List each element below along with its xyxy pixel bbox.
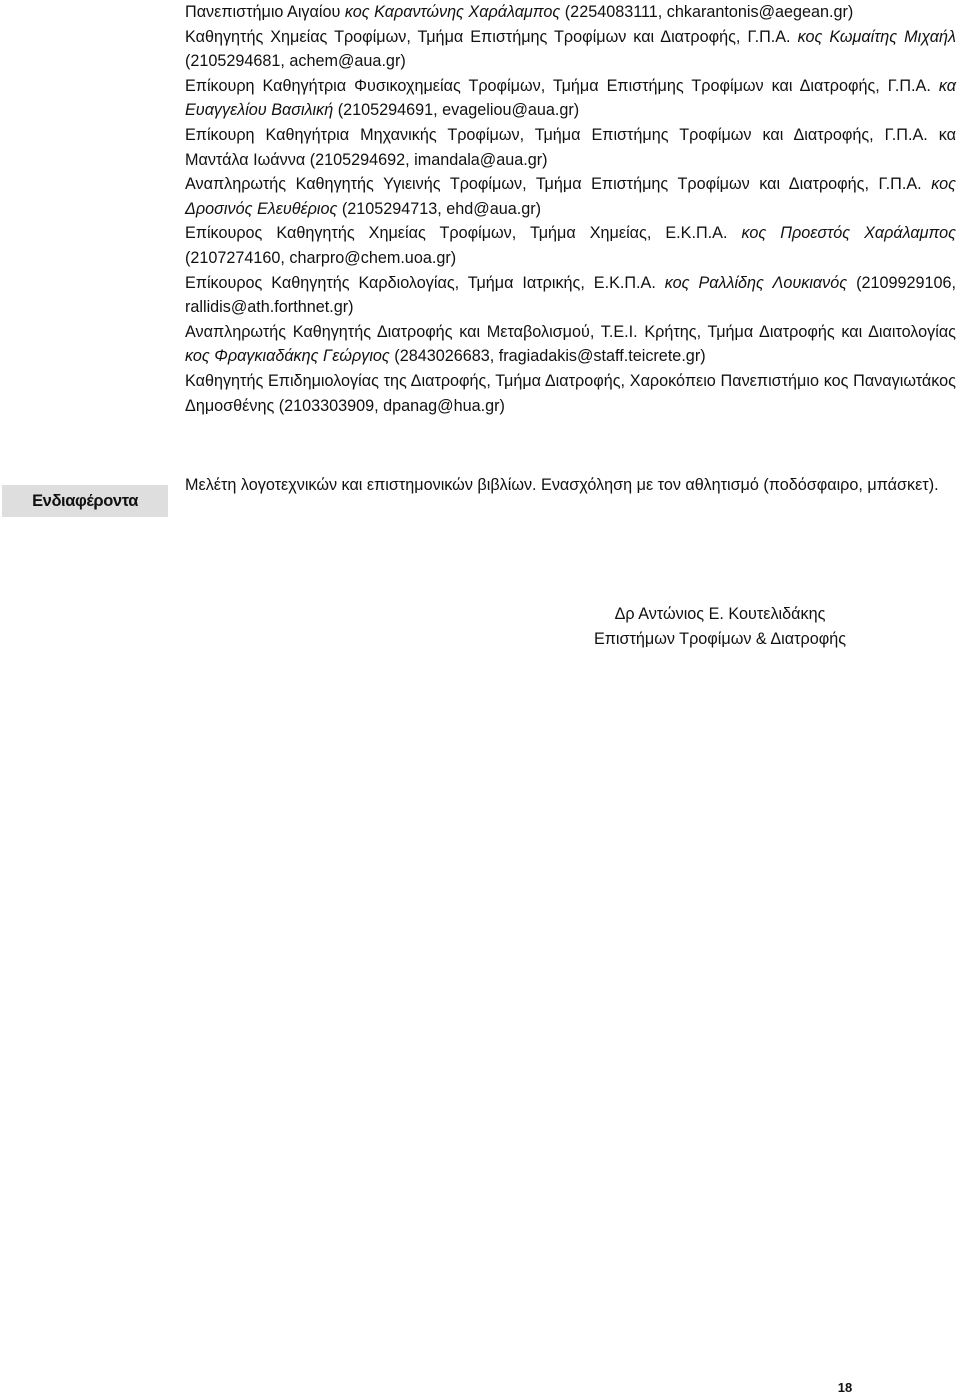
- reference-entry: Επίκουρη Καθηγήτρια Μηχανικής Τροφίμων, Τμήμα Επιστήμης Τροφίμων και Διατροφής, Γ.Π.Α. κα Μαντάλα Ιωάννα (2105294692, imandala@aua.gr): [185, 125, 956, 169]
- references-list: [185, 0, 956, 418]
- reference-entry: Επίκουρος Καθηγητής Χημείας Τροφίμων, Τμήμα Χημείας, Ε.Κ.Π.Α. κος Προεστός Χαράλαμπος (2107274160, charpro@chem.uoa.gr): [185, 224, 956, 267]
- reference-entry: Καθηγητής Χημείας Τροφίμων, Τμήμα Επιστήμης Τροφίμων και Διατροφής, Γ.Π.Α. κος Κωμαίτης Μιχαήλ (2105294681, achem@aua.gr): [185, 27, 956, 71]
- reference-entry: Πανεπιστήμιο Αιγαίου κος Καραντώνης Χαράλαμπος (2254083111, chkarantonis@aegean.gr): [185, 3, 854, 21]
- page-number: 18: [837, 1380, 853, 1395]
- reference-entry: Καθηγητής Επιδημιολογίας της Διατροφής, Τμήμα Διατροφής, Χαροκόπειο Πανεπιστήμιο κος Παναγιωτάκος Δημοσθένης (2103303909, dpanag@hua.gr): [185, 371, 956, 415]
- reference-entry: Επίκουρος Καθηγητής Καρδιολογίας, Τμήμα Ιατρικής, Ε.Κ.Π.Α. κος Ραλλίδης Λουκιανός (2109929106, rallidis@ath.forthnet.gr): [185, 273, 956, 317]
- interests-text: Μελέτη λογοτεχνικών και επιστημονικών βιβλίων. Ενασχόληση με τον αθλητισμό (ποδόσφαιρο, μπάσκετ).: [185, 476, 939, 494]
- reference-entry: Αναπληρωτής Καθηγητής Διατροφής και Μεταβολισμού, Τ.Ε.Ι. Κρήτης, Τμήμα Διατροφής και Διαιτολογίας κος Φραγκιαδάκης Γεώργιος (2843026683, fragiadakis@staff.teicrete.gr): [185, 322, 956, 366]
- signature-name: Δρ Αντώνιος Ε. Κουτελιδάκης: [614, 605, 826, 623]
- reference-entry: Αναπληρωτής Καθηγητής Υγιεινής Τροφίμων, Τμήμα Επιστήμης Τροφίμων και Διατροφής, Γ.Π.Α. κος Δροσινός Ελευθέριος (2105294713, ehd@aua.gr): [185, 175, 956, 218]
- signature-title: Επιστήμων Τροφίμων & Διατροφής: [593, 630, 847, 648]
- signature-block: [560, 602, 880, 652]
- reference-entry: Επίκουρη Καθηγήτρια Φυσικοχημείας Τροφίμων, Τμήμα Επιστήμης Τροφίμων και Διατροφής, Γ.Π.Α. κα Ευαγγελίου Βασιλική (2105294691, evageliou@aua.gr): [185, 76, 956, 120]
- interests-heading: Ενδιαφέροντα: [2, 485, 168, 517]
